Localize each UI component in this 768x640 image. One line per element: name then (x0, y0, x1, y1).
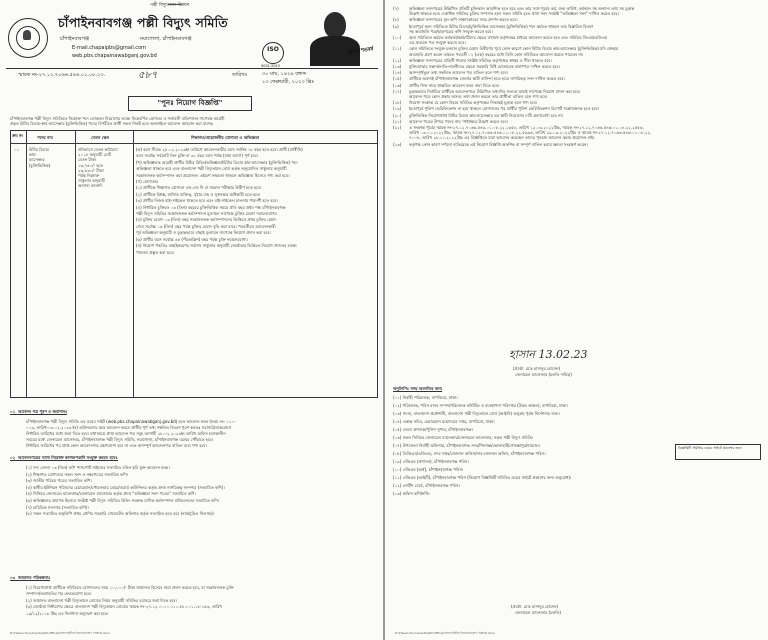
condition-line: অসম্পূর্ণ/ভুল তথ্য সম্বলিত আবেদন পত্র বাতিল বলে গণ্য হবে। (409, 70, 509, 76)
section-line: (১) সদ্য তোলা ০৩ (তিন) কপি পাসপোর্ট সাইজের সত্যায়িত রঙিন ছবি যুক্ত আবেদন ফরম। (26, 465, 170, 470)
section-no: ০৩ (10, 574, 16, 580)
top-logo-text: পল্লী বিদ্যুতায়ন উন্নয়ন (150, 3, 190, 8)
cc-item: (০৩) সদস্য, বাংলাদেশ প্রকৌশলী, বাংলাদেশ পল্লী বিদ্যুতায়ন বোর্ড (আইসি) অনুগ্রহ পূর্বক নির্দেশনার জন্য। (393, 411, 560, 416)
table-header: ক্রম নং (12, 133, 24, 138)
signatory2-title: জেনারেল ম্যানেজার (চলতি) (515, 610, 561, 615)
post-name: (চুক্তিভিত্তিক) (29, 162, 51, 168)
section-line: ০০৩, তারিখ-০৩.০২.২০২৩ ইং) ডাউনলোড করে আবেদন ফরমে প্রার্থীর পূর্ণ তথ্য সম্বলিত বিবরণ পূরণ করতঃ সরাসরি/ডাকযোগে (26, 425, 232, 430)
pay-scale: বেতন টাকা (78, 157, 96, 163)
section-apply (10, 400, 376, 449)
condition-no: (১৩) (393, 64, 402, 70)
address-line: নয়াগোলা, চাঁপাইনবাবগঞ্জ (140, 36, 192, 42)
date-english: ১৩ ফেব্রুয়ারী, ২০২৩ খ্রিঃ (262, 79, 315, 85)
intro-line: চাঁপাইনবাবগঞ্জ পল্লী বিদ্যুৎ সমিতিতে নিম্নোক্ত পদে লোকবল নিয়োগের লক্ষ্যে নিম্নেবর্ণিত যোগ্যতা ও শর্তাবলী প্রতিপালন সাপেক্ষে আগ্রহী (10, 116, 225, 121)
pay-scale: ১৬,৭৫০/- হতে (78, 162, 104, 168)
iso-label: ISO (267, 46, 279, 53)
section-line: (৩) জাতীয় পরিচয় পত্রের সত্যায়িত কপি। (26, 478, 92, 484)
table-header: শিক্ষাগত/প্রয়োজনীয় যোগ্যতা ও অভিজ্ঞতা (191, 135, 260, 140)
pay-scale: ২৬,৫৩০/- টাকা (78, 167, 104, 173)
qualification-line: (গ) যোগ্যতাঃ (136, 179, 159, 185)
condition-no: (২০) (393, 112, 402, 118)
header-rule (6, 68, 378, 69)
condition-line: প্রার্থীকে অবশ্যই চাঁপাইনবাবগঞ্জ জেলার স্থায়ী বাসিন্দা হতে হবে। নাগরিকত্ব সনদ দাখিল করতে হবে। (409, 76, 565, 82)
condition-item (393, 70, 761, 75)
condition-line: চুক্তিভিত্তিক নিয়োগপ্রাপ্ত মিটার রিডার কাম-ম্যাসেঞ্জার এর স্থায়ী নিয়োগের দাবী গ্রহণযোগ্য হবে না। (409, 112, 564, 118)
condition-no: (১০) (393, 35, 402, 41)
condition-no: (২২) (393, 125, 402, 131)
cc-title: অনুলিপিঃ সদয় অবগতির জন্য (393, 386, 443, 391)
section-no: ০২ (10, 454, 16, 460)
condition-no: (১২) (393, 57, 402, 63)
condition-no: (১৪) (393, 70, 402, 76)
signatory2-name: (প্রকৌ. মোঃ হাসানুর হোসেন) (511, 604, 559, 609)
section-line: (৮) সকল সত্যায়িত অনুলিপি প্রথম শ্রেণির সরকারি গেজেটেড অফিসার কর্তৃক সত্যায়িত হতে হবে (নাম/মুদ্রিত সিলসহ)। (26, 511, 215, 517)
section-title (10, 409, 67, 415)
condition-item (393, 58, 761, 63)
qualification-line: প্যানেল প্রস্তুত করা হবে। (136, 249, 175, 255)
org-name: চাঁপাইনবাবগঞ্জ পল্লী বিদ্যুৎ সমিতি (58, 15, 228, 30)
vacancy-table (10, 130, 378, 398)
table-header: বেতন স্কেল (91, 135, 110, 140)
pay-scale: ২০১৮ অনুযায়ী মোট (78, 152, 111, 158)
condition-item (393, 17, 761, 22)
pay-scale: প্রতিমাসে বেতন কাঠামো: (78, 147, 119, 152)
conditions-list (393, 6, 761, 148)
pbs-logo (8, 18, 48, 58)
stamp-text: বিজ্ঞপ্তিটি সমিতির ওয়েব সাইটে প্রকাশের জন্য (678, 446, 742, 450)
post-name: ম্যাসেঞ্জার (29, 157, 45, 163)
iso-badge (262, 42, 284, 64)
bulb-icon (23, 30, 31, 40)
cc-item: (১০) এজিএম (অর্থ), চাঁপাইনবাবগঞ্জ পবিস। (393, 467, 464, 472)
condition-item (393, 89, 761, 99)
condition-no: (১৬) (393, 82, 402, 88)
condition-line: অভিজ্ঞতা সনদপত্রের প্রতিটি পাতায় সংশ্লিষ্ট সমিতির কর্তৃপক্ষের স্বাক্ষর ও সীল থাকতে হবে। (409, 57, 552, 63)
section-title-text: আবেদন পত্র পূরণ ও জমাদানঃ (18, 408, 68, 414)
condition-line: কোন সমিতিতে সংযুক্ত চলমান চুক্তির মেয়াদ উত্তীর্ণের পূর্বে কোন কারণে কোন মিটার রিডার কাম-ম্যাসেঞ্জার (চুক্তিভিত্তিক) যদি স্বেচ্ছায় (409, 46, 619, 52)
qualification-line: (৪) নির্ধারিত চুক্তিতে ০৩ (তিন) বছরের চুক্তিভিত্তিক সময়ে প্রতি বছর প্রথম পক্ষ চাঁপাইনবাবগঞ্জ (136, 204, 286, 210)
pay-scale: সার্কুলার অনুযায়ী (78, 178, 106, 184)
section-line: (২) জামানত বাংলাদেশ পল্লী বিদ্যুতায়ন বোর্ডের নিয়ম অনুযায়ী সমিতির বরাবরে জমা দিতে হবে। (26, 597, 177, 603)
condition-item (393, 125, 761, 141)
condition-item (393, 119, 761, 124)
qualification-line: পূর্ব অভিজ্ঞতা অনুযায়ী ও চূড়ান্তভাবে বাছাই মূল্যায়ন সাপেক্ষে নিয়োগ প্রদান করা হবে। (136, 230, 271, 236)
cc-item: (০১) নির্বাহী পরিচালক, বাপবিবো, ঢাকা। (393, 395, 458, 400)
cc-item: (১১) এজিএম (আইটি), চাঁপাইনবাবগঞ্জ পবিস (নিয়োগ বিজ্ঞপ্তিটি সমিতির ওয়েব সাইটে প্রকাশের জন্য অনুরোধ)। (393, 475, 572, 480)
section-line: ১৯/১২/২০১৮ খ্রিঃ এর নির্দেশনা অনুসরণ করা হবে। (26, 610, 109, 616)
condition-item (393, 83, 761, 88)
condition-no: (১৫) (393, 76, 402, 82)
condition-no: (২৩) (393, 141, 402, 147)
condition-item (393, 76, 761, 81)
condition-line: অভিজ্ঞতা সনদপত্রের মূল কপি সাক্ষাৎকারের সময় প্রদর্শন করতে হবে। (409, 17, 518, 23)
qualification-line: (৫) চুক্তির মেয়াদ ০৩ (তিন) বছর সন্তোষজনক কর্মসম্পাদনের ভিত্তিতে প্রথম চুক্তির মেয়াদ (136, 217, 277, 223)
condition-item (393, 46, 761, 56)
notice-title-box (128, 96, 252, 111)
condition-line: ইতোপূর্বে পুলিশ ভেরিফিকেশন না হয়ে থাকলে যোগদানের পর প্রার্থীর পুলিশ ভেরিফিকেশন রিপোর্ট সন্তোষজনক হতে হবে। (409, 106, 600, 112)
condition-line: তারিখ ০৩.০১.২০২২খ্রিঃ, স্মারক নং-২৭.১২.৭০৬৬.৫৪৬.০১.০৮.২২.৫৯৬৬, তারিখ ২৯.০৯.২০২২খ্রিঃ ও স্মারক নং-২৭.১২.৭০৬৬.৫৪৬.০১.০৮.২২. (409, 130, 652, 136)
qualification-line: (খ) অভিজ্ঞতাঃ আগ্রহী প্রার্থীর মিটার রিডিং/অভিজ্ঞতা/মিটার রিডার কাম-ম্যাসেঞ্জার (চুক্তিভিত্তিক) পদে (136, 159, 298, 165)
section-line: চাঁপাইনবাবগঞ্জ পল্লী বিদ্যুৎ সমিতি এর ওয়েব সাইট (web.pbs.chapainawabganj.gov.bd) হতে আবেদন ফরম (ফরম নং- ১১০- (26, 419, 236, 424)
qualification-line: (২) প্রার্থীকে বিশ্বস্ত, মার্জিত ব্যক্তিত্ব, সুঠাম দেহ ও সুস্বাস্থ্যের অধিকারী হতে হবে। (136, 191, 261, 197)
portrait-head (324, 12, 346, 38)
section-line: (৪) স্থানীয় ইউনিয়ন পরিষদের চেয়ারম্যান/পৌরসভার মেয়র/ওয়ার্ড কাউন্সিলর কর্তৃক প্রদত্ত নাগরিকত্ব সনদপত্র (সত্যায়িত কপি)। (26, 484, 225, 490)
condition-item (393, 24, 761, 34)
condition-line: অন্য সমিতিতে কর্মরত কর্মকর্তা/কর্মচারীদের ক্ষেত্রে যথাযথ কর্তৃপক্ষের মাধ্যমে আবেদন করতে হবে এবং সমিতির জিএম/এজিএম (409, 35, 608, 41)
portrait-caption: মুজিব শতবর্ষ (347, 46, 374, 56)
cc-item: (০৯) এজিএম (প্রশাসন), চাঁপাইনবাবগঞ্জ পবিস। (393, 459, 469, 464)
ref-sign: ৫৮৭ (138, 70, 158, 81)
condition-line: অভিজ্ঞতা সনদপত্রের উল্লিখিত প্রতিটি চুক্তিকাল আবশ্যিক হতে হবে এবং তার সঙ্গে পূর্বের কর্ম, জন্ম তারিখ, কর্মকাল সহ অন্যান্য তথ্য সহ চূড়ান্ত (409, 6, 635, 11)
qualification-line: (৬) প্রার্থীর বয়স সর্বোচ্চ ৪৫ (পঁয়তাল্লিশ) বছর পর্যন্ত চুক্তি নবায়নযোগ্য। (136, 236, 248, 242)
signatory-title: জেনারেল ম্যানেজার (চলতি দায়িত্ব) (515, 372, 572, 377)
cc-item: (০৮) ডিজিএম/এজিএম, সদর দপ্তর/জোনাল অফিস/সাব-জোনাল অফিস, চাঁপাইনবাবগঞ্জ পবিস। (393, 451, 546, 456)
condition-no: (১৮) (393, 100, 402, 106)
section-title-text: জামানত পরিকল্পনাঃ (18, 574, 51, 580)
qualification-line: (ক) বয়স সীমাঃ ২৮.০২.২০২৩ইং তারিখে আবেদনকারীর বয়স সর্বনিম্ন ১৮ বছর হতে হবে। প্রার্থী (প্রার্থীনি) (136, 147, 303, 152)
table-header: পদের নাম (37, 135, 53, 140)
section-title (10, 455, 118, 461)
condition-item (393, 113, 761, 118)
address-line-2: চাঁপাইনবাবগঞ্জ (60, 36, 90, 42)
condition-line: চূড়ান্তভাবে নির্বাচিত প্রার্থীকে আবেদনপত্রে উল্লিখিত তথ্যাদির সত্যতা যাচাই সাপেক্ষে নিয়োগ প্রদান করা হবে। (409, 88, 581, 94)
qualification-line: সন্তোষজনক কর্মসম্পাদন করা প্রয়োজন। এইরূপ সক্ষমতা থাকলে অভিজ্ঞতা হিসেবে গণ্য করা হবে। (136, 172, 290, 178)
footer-code: D:\Hasan Documents\GM Office\নিয়োগ\মিটার রিডার\নিয়োগ বিজ্ঞপ্তি.docx (10, 631, 111, 635)
qualification-line: বয়স সর্বোচ্চ সর্বমোট তিন চুক্তি বা ৩১ বছর বয়স পর্যন্ত (যাহা আগে) পূর্ণ হবে। (136, 153, 259, 159)
condition-line: সহ অব্যাহতি পত্র/ছাড়পত্রের কপি সংযুক্ত করতে হবে। (409, 28, 493, 34)
email-link[interactable]: E-mail.chapaipbs@gmail.com (72, 45, 146, 51)
section-line: (৫) সিনিয়র জেনারেল ম্যানেজার/জেনারেল ম্যানেজার কর্তৃক প্রদত্ত "অভিজ্ঞতা সনদ পত্রের" সত্যায়িত কপি। (26, 491, 196, 497)
notice-page-2 (385, 0, 768, 640)
condition-line: ৭০০৮, তারিখ ২৮.১১.২০২২খ্রিঃ এর বিজ্ঞপ্তিতে যারা আবেদন করেছেন তাদের পুনরায় আবেদন করার প্রয়োজন নাই। (409, 135, 595, 141)
post-name: মিটার রিডার (29, 147, 49, 152)
cc-item: (০৭) উপজেলা নির্বাহী অফিসার, চাঁপাইনবাবগঞ্জ সদর/শিবগঞ্জ/ভোলাহাট/গোমস্তাপুর/নাচোল। (393, 443, 541, 448)
date-bangla: ৩০ মাঘ, ১৪২৯ বঙ্গাব্দ (262, 71, 307, 77)
condition-item (393, 6, 761, 16)
condition-no: (২১) (393, 118, 402, 124)
intro-line: প্রকৃত মিটার রিডার-কাম-ম্যাসেঞ্জার (চুক্তিভিত্তিক) পদের বিপরীতে প্রার্থী সকল নিকট হতে অনলাইনে আবেদন আহবান করা যাচ্ছে। (10, 121, 214, 126)
post-name: কাম- (29, 152, 37, 158)
condition-item (393, 106, 761, 111)
section-line: সম্পাদন/অব্যাহতির পর ফেরতযোগ্য হবে। (26, 591, 92, 597)
cc-item: (০২) পরিচালক, পবিস মানব সম্পদ/পরিচালক মনিটরিং ও ব্যবস্থাপনা পরিদপ্তর (উত্তর অঞ্চল), বাপবিবো, ঢাকা। (393, 403, 568, 408)
iso-sub: 9001:2015 (261, 64, 280, 68)
date-label: তারিখঃ (232, 72, 248, 78)
condition-no: (৯) (393, 23, 399, 29)
pay-scale: অন্যান্য ভাতাদি (78, 183, 103, 189)
section-line: (১) নিয়োগপ্রাপ্ত প্রার্থীকে সমিতিতে যোগদানের সময় ১০,০০০/- টাকা জামানত হিসেবে জমা প্রদান করতে হবে, যা সন্তোষজনক চুক্তি (26, 585, 234, 590)
condition-line: এর প্রত্যয়ন পত্র সংযুক্ত করতে হবে। (409, 40, 466, 46)
table-row-no: ০১ (14, 147, 20, 152)
ref-number: স্মারক নং-২৭.১২.৭০৬৬.৫৪৬.০১.০৮.২৩. (18, 72, 106, 78)
condition-no: (১১) (393, 46, 402, 52)
condition-item (393, 142, 761, 147)
condition-line: অব্যাহতি গ্রহণ করেন তাহলে পরবর্তী ০১ (এক) বছরের মধ্যে তিনি কোন সমিতিতে আবেদন করতে পারবেন না। (409, 51, 584, 57)
notice-page-1 (0, 0, 383, 640)
section-line: (৩) জ্যেষ্ঠতা নির্ধারণের ক্ষেত্রে বাংলাদেশ পল্লী বিদ্যুতায়ন বোর্ডের স্মারক নং-২৭.১২.০০০০.১১০.৫৮.০০১.১৮-১৫৩, তারিখ (26, 604, 223, 610)
pay-scale: পর্যন্ত নিম্নোক্ত (78, 173, 100, 179)
condition-item (393, 100, 761, 105)
cc-item: (১২) নোটিশ বোর্ড, চাঁপাইনবাবগঞ্জ পবিস। (393, 483, 460, 488)
section-line: নির্ধারিত তারিখের মধ্যে জমা দিতে হবে। যথাসময়ে প্রাপ্ত আবেদন পত্র সমূহ আগামী ২৮.০২.২০২৩ইং তারিখ অফিস চলাকালীন (26, 431, 226, 436)
top-logo-icon (168, 0, 182, 5)
signatory-name: (প্রকৌ. মোঃ হাসানুর হোসেন) (513, 366, 561, 371)
condition-line: এ সংক্রান্ত পূর্বের স্মারক নং-২৭.১২.৭০৬৬.৫৪৬.০১.০৮.২২.১৬৫৮, তারিখ ১২.০৩.২০২২খ্রিঃ, স্মারক নং-২৭.১২.৭০৬৬.৫৪৬.০১.০৮.২২.২৫৫৬, (409, 125, 644, 131)
condition-item (393, 64, 761, 69)
section-deposit (10, 566, 376, 617)
footer-code: D:\Hasan Documents\GM Office\নিয়োগ\মিটার রিডার\নিয়োগ বিজ্ঞপ্তি.docx (395, 631, 496, 635)
cc-item: (০৬) সকল সিনিয়র জেনারেল ম্যানেজার/জেনারেল ম্যানেজার, সকল পল্লী বিদ্যুৎ সমিতি। (393, 435, 534, 440)
condition-no: (১৭) (393, 88, 402, 94)
condition-item (393, 35, 761, 45)
condition-no: (১৯) (393, 106, 402, 112)
section-line: (৬) অভিজ্ঞতার প্রমাণক হিসেবে সংশ্লিষ্ট পল্লী বিদ্যুৎ সমিতির বিলিং সংক্রান্ত মাসিক কর্মসম্পাদন প্রতিবেদনের সত্যায়িত কপি। (26, 497, 220, 503)
condition-line: ইতোপূর্বে অন্য সমিতিতে মিটার রিডার/চুক্তিভিত্তিক ম্যাসেঞ্জার (চুক্তিভিত্তিক) পদে কর্মরত থাকলে তার বিস্তারিত বিবরণ (409, 23, 594, 29)
condition-line: আবেদন পত্রে কোন প্রকার অসত্য তথ্য প্রদান করলে তার প্রার্থীতা বাতিল বলে গণ্য হবে। (409, 94, 548, 100)
section-line: সময়ের মধ্যে জেনারেল ম্যানেজার, চাঁপাইনবাবগঞ্জ পল্লী বিদ্যুৎ সমিতি, নয়াগোলা, চাঁপাইনবাবগঞ্জ বরাবর পৌঁছাতে হবে। (26, 437, 214, 442)
condition-line: কর্তৃপক্ষ কোন কারণ দর্শানো ব্যতিরেকে এই নিয়োগ বিজ্ঞপ্তি আংশিক বা সম্পূর্ণ বাতিল করার ক্ষমতা সংরক্ষণ করেন। (409, 141, 588, 147)
cc-item: (০৫) জেলা প্রশাসক/পুলিশ সুপার, চাঁপাইনবাবগঞ্জ। (393, 427, 473, 432)
website-link[interactable]: web.pbs.chapainawabganj.gov.bd (72, 53, 157, 59)
condition-line: আবেদন পত্রের উপরে পদের নাম স্পষ্টাক্ষরে উল্লেখ করতে হবে। (409, 118, 509, 124)
section-line: (২) শিক্ষাগত যোগ্যতার সকল সনদ ও নম্বরপত্রের সত্যায়িত কপি। (26, 471, 129, 477)
condition-line: নিয়োগ সংক্রান্ত যে কোন বিষয়ে সমিতির কর্তৃপক্ষের সিদ্ধান্তই চূড়ান্ত বলে গণ্য হবে। (409, 100, 538, 106)
qualification-line: শেষে সর্বোচ্চ ০৩ (তিন) বছর পর্যন্ত চুক্তির মেয়াদ বৃদ্ধি করা যাবে। পরবর্তীতে আবেদনকারী (136, 223, 276, 229)
condition-line: প্রার্থীর নিজ নামে স্বাক্ষরিত আবেদন ফরম জমা দিতে হবে। (409, 82, 500, 88)
qualification-line: (ঘ) নিয়োগ পদ্ধতিঃ বাছাইকরণের সর্বশেষ সার্কুলার অনুযায়ী জ্যেষ্ঠতার ভিত্তিতে নিয়োগ প্রদানের লক্ষ্যে (136, 243, 297, 249)
section-title (10, 575, 50, 581)
condition-line: উল্লেখ থাকতে হবে। একাধিক সমিতির চুক্তির সম্পাদন হলে সকল সমিতি হতে প্রাপ্ত সনদ সংশ্লিষ্ট "অভিজ্ঞতা সনদ" দাখিল করতে হবে। (409, 11, 619, 17)
qualification-line: (১) প্রার্থীকে শিক্ষাগত যোগ্যতা এস.এস.সি বা সমমান পরীক্ষায় উত্তীর্ণ হতে হবে। (136, 185, 262, 191)
section-line: নির্ধারিত তারিখের পর প্রাপ্ত কোন আবেদনপত্র গ্রহণযোগ্য হবে না এবং অসম্পূর্ণ আবেদনপত্র বাতিল বলে গণ্য হবে। (26, 443, 207, 448)
section-title-text: আবেদনপত্রের সাথে নিম্নোক্ত কাগজপত্রাদি সংযুক্ত করতে হবেঃ (18, 454, 118, 460)
cc-item: (১৩) অফিস কপি/নথি। (393, 491, 430, 496)
condition-no: (৮) (393, 17, 399, 23)
signature-scribble: হাসান 13.02.23 (509, 348, 588, 361)
qualification-line: পল্লী বিদ্যুৎ সমিতির সন্তোষজনক কর্মসম্পাদন মূল্যায়ন সাপেক্ষে চুক্তির মেয়াদ নবায়নযোগ্য। (136, 211, 278, 217)
section-no: ০১ (10, 408, 16, 414)
qualification-line: অভিজ্ঞতা থাকতে হবে এবং বাংলাদেশ পল্লী বিদ্যুতায়ন বোর্ড কর্তৃক অনুমোদিত সার্কুলার অনুযায়ী (136, 166, 287, 172)
cc-item: (০৪) একান্ত সচিব, চেয়ারম্যান মহোদয়ের দপ্তর, বাপবিবো, ঢাকা। (393, 419, 495, 424)
condition-no: (৭) (393, 6, 399, 11)
condition-line: মুক্তিযোদ্ধার সন্তান/নাতি-নাতনীদের ক্ষেত্রে সরকারি বিধি মোতাবেক প্রমাণপত্র দাখিল করতে হবে। (409, 64, 561, 70)
qualification-line: (৩) প্রার্থীর নিজস্ব বাই-সাইকেল থাকতে হবে এবং বাই-সাইকেল চালনায় পারদর্শী হতে হবে। (136, 198, 278, 204)
notice-title: "পুনঃ নিয়োগ বিজ্ঞপ্তি" (157, 99, 223, 107)
section-documents (10, 446, 376, 518)
publication-stamp (675, 444, 761, 460)
portrait-image (300, 8, 378, 66)
section-line: (৭) চারিত্রিক সনদপত্র (সত্যায়িত কপি)। (26, 504, 89, 510)
